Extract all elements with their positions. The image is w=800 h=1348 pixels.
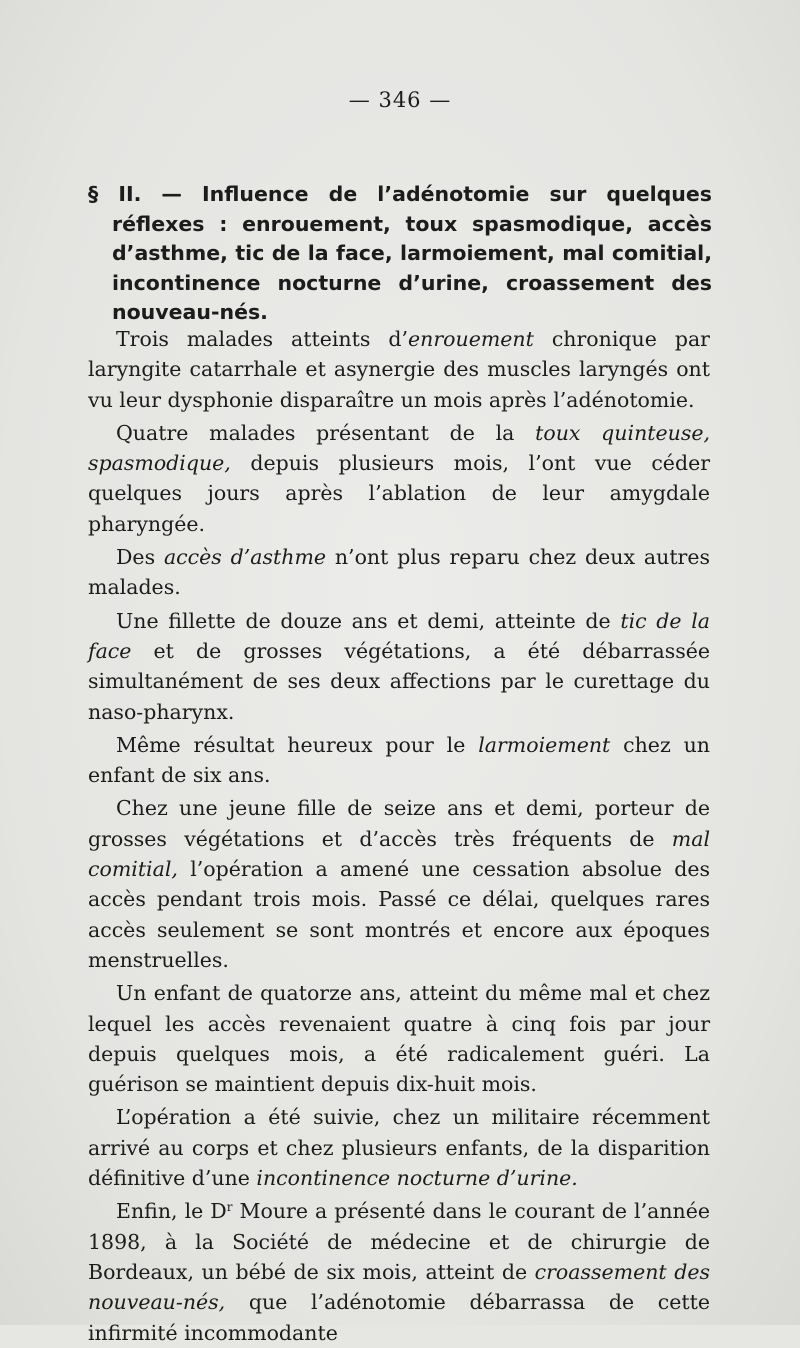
body-text [88, 324, 710, 1348]
paragraph: Une fillette de douze ans et demi, atteinte de tic de la face et de grosses végétations, a été débarrassée simultanément de ses deux affections par le curettage du naso-pharynx. [88, 608, 710, 724]
section-heading: § II. — Influence de l’adénotomie sur quelques réflexes : enrouement, toux spasmodique, accès d’asthme, tic de la face, larmoiement, mal comitial, incontinence nocturne d’urine, croassement des nouveau-nés. [88, 182, 712, 324]
paragraph: Même résultat heureux pour le larmoiement chez un enfant de six ans. [88, 732, 710, 788]
paragraph: Enfin, le $D^r$ Moure a présenté dans le courant de l’année 1898, à la Société de médecine et de chirurgie de Bordeaux, un bébé de six mois, atteint de croassement des nouveau-nés, que l’adénotomie débarrassa de cette infirmité incommodante [88, 1199, 711, 1345]
paragraph: L’opération a été suivie, chez un militaire récemment arrivé au corps et chez plusieurs enfants, de la disparition définitive d’une incontinence nocturne d’urine. [88, 1105, 710, 1191]
paragraph: Chez une jeune fille de seize ans et demi, porteur de grosses végétations et d’accès très fréquents de mal comitial, l’opération a amené une cessation absolue des accès pendant trois mois. Passé ce délai, quelques rares accès seulement se sont montrés et encore aux époques menstruelles. [88, 796, 710, 972]
paragraph: Quatre malades présentant de la toux quinteuse, spasmodique, depuis plusieurs mois, l’ont vue céder quelques jours après l’ablation de leur amygdale pharyngée. [88, 420, 711, 536]
paragraph: Un enfant de quatorze ans, atteint du même mal et chez lequel les accès revenaient quatre à cinq fois par jour depuis quelques mois, a été radicalement guéri. La guérison se maintient depuis dix-huit mois. [88, 981, 710, 1097]
paragraph: Des accès d’asthme n’ont plus reparu chez deux autres malades. [88, 545, 711, 600]
paragraph: Trois malades atteints d’enrouement chronique par laryngite catarrhale et asynergie des muscles laryngés ont vu leur dysphonie disparaître un mois après l’adénotomie. [88, 327, 710, 412]
page-number: — 346 — [348, 88, 452, 112]
